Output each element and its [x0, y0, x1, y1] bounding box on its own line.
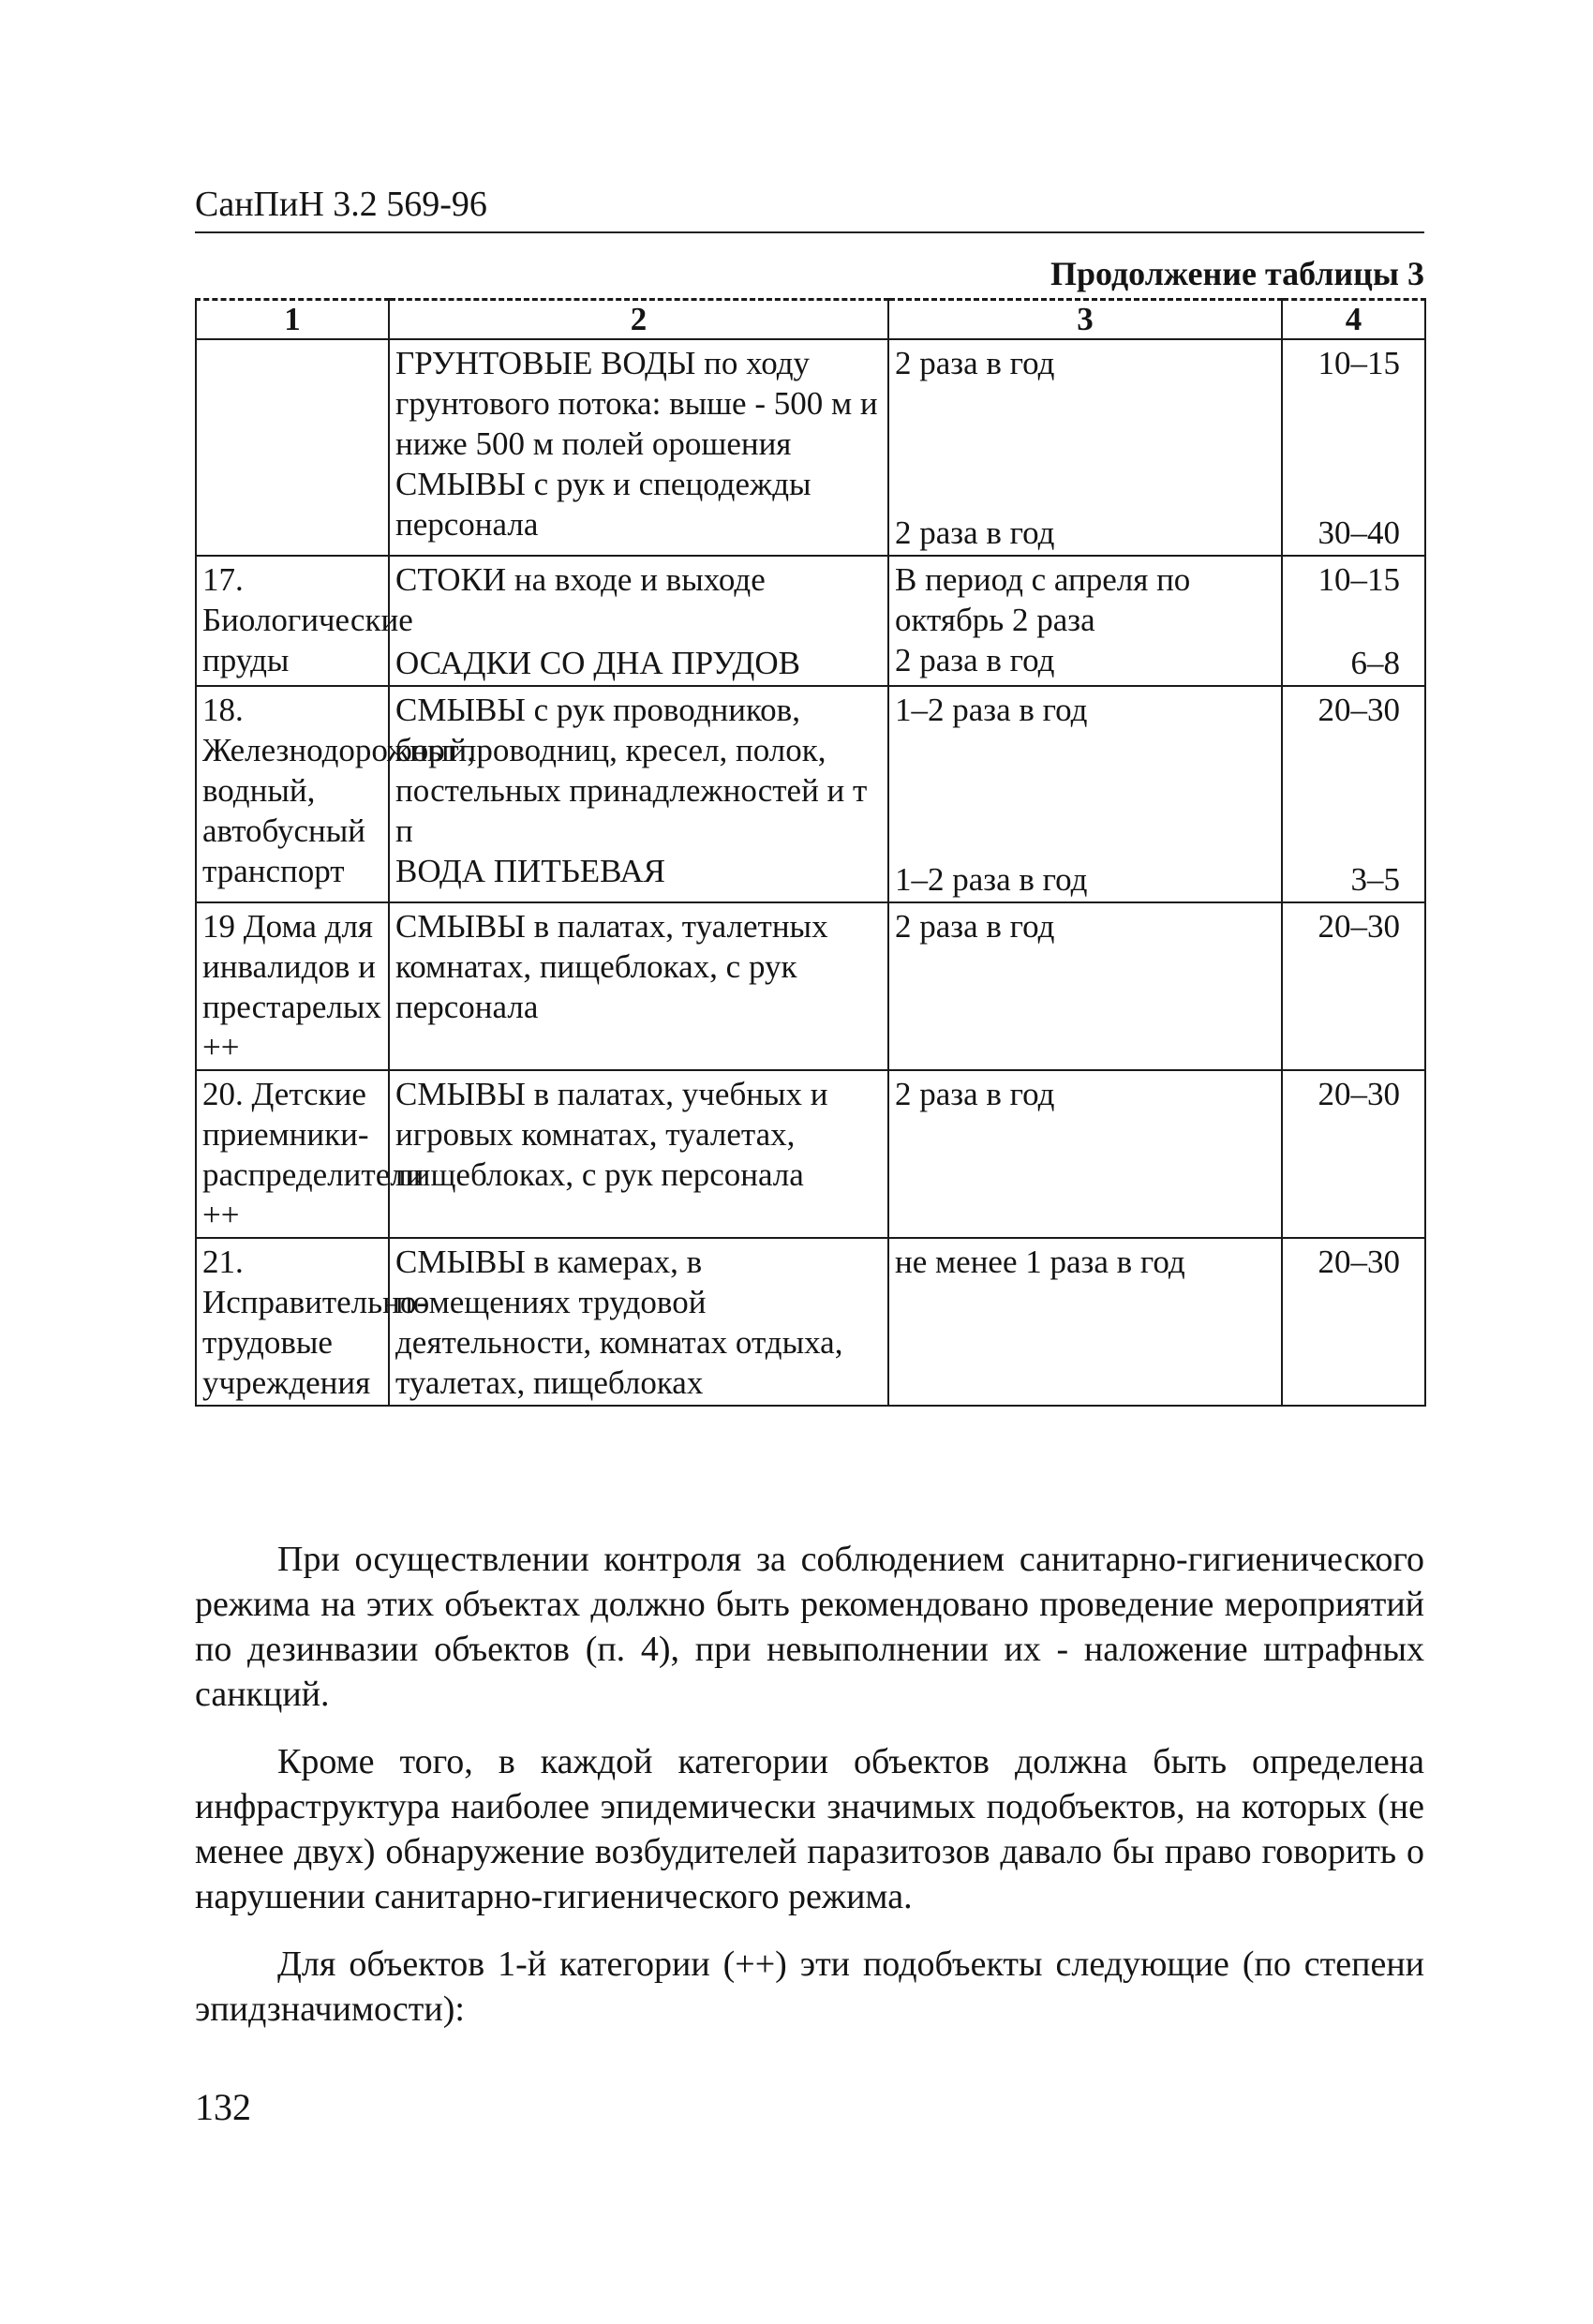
object-cell: 18. Железнодорожный, водный, автобусный транспорт	[196, 686, 389, 902]
object-cell: 19 Дома для инвалидов и престарелых ++	[196, 902, 389, 1070]
column-header-4: 4	[1282, 300, 1425, 340]
frequency-cell	[888, 556, 1282, 686]
samples-cell	[1282, 339, 1425, 556]
material-text: ОСАДКИ СО ДНА ПРУДОВ	[395, 645, 800, 681]
material-cell	[389, 339, 888, 556]
object-cell: 21. Исправительно-трудовые учреждения	[196, 1238, 389, 1406]
frequency-cell: не менее 1 раза в год	[888, 1238, 1282, 1406]
material-cell	[389, 686, 888, 902]
material-text: ВОДА ПИТЬЕВАЯ	[395, 853, 665, 889]
samples-text: 30–40	[1318, 514, 1400, 551]
frequency-cell: 2 раза в год	[888, 1070, 1282, 1238]
material-text: СТОКИ на входе и выходе	[395, 561, 766, 598]
material-cell: СМЫВЫ в палатах, учебных и игровых комнатах, туалетах, пищеблоках, с рук персонала	[389, 1070, 888, 1238]
object-cell: 17. Биологические пруды	[196, 556, 389, 686]
samples-cell: 20–30	[1282, 1070, 1425, 1238]
frequency-text: 2 раза в год	[895, 514, 1055, 551]
frequency-cell	[888, 686, 1282, 902]
frequency-text: 1–2 раза в год	[895, 861, 1088, 898]
table-header-row	[196, 300, 1425, 340]
doc-code: СанПиН 3.2 569-96	[195, 185, 487, 224]
table-row	[196, 339, 1425, 556]
body-text	[195, 1537, 1424, 2054]
table-caption: Продолжение таблицы 3	[1050, 255, 1424, 292]
material-cell: СМЫВЫ в камерах, в помещениях трудовой деятельности, комнатах отдыха, туалетах, пищеблоках	[389, 1238, 888, 1406]
frequency-text: 2 раза в год	[895, 642, 1055, 678]
frequency-text: 2 раза в год	[895, 345, 1055, 381]
material-text: СМЫВЫ с рук проводников, бортпроводниц, кресел, полок, постельных принадлежностей и т п	[395, 692, 868, 849]
document-header	[195, 183, 1424, 233]
samples-text: 6–8	[1350, 645, 1400, 681]
paragraph: При осуществлении контроля за соблюдением санитарно-гигиенического режима на этих объектах должно быть рекомендовано проведение мероприятий по дезинвазии объектов (п. 4), при невыполнении их - наложение штрафных санкций.	[195, 1540, 1424, 1714]
samples-text: 10–15	[1318, 561, 1400, 598]
paragraph: Для объектов 1-й категории (++) эти подобъекты следующие (по степени эпидзначимости):	[195, 1944, 1424, 2029]
samples-text: 20–30	[1318, 692, 1400, 728]
column-header-3: 3	[888, 300, 1282, 340]
column-header-1: 1	[196, 300, 389, 340]
paragraph: Кроме того, в каждой категории объектов должна быть определена инфраструктура наиболее эпидемически значимых подобъектов, на которых (не менее двух) обнаружение возбудителей паразитозов давало бы право говорить о нарушении санитарно-гигиенического режима.	[195, 1742, 1424, 1916]
data-table	[195, 298, 1426, 1407]
material-cell: СМЫВЫ в палатах, туалетных комнатах, пищеблоках, с рук персонала	[389, 902, 888, 1070]
frequency-text: В период с апреля по октябрь 2 раза	[895, 561, 1191, 638]
table-row	[196, 556, 1425, 686]
samples-cell: 20–30	[1282, 1238, 1425, 1406]
table-row	[196, 1238, 1425, 1406]
samples-text: 3–5	[1350, 861, 1400, 898]
material-cell	[389, 556, 888, 686]
samples-cell	[1282, 556, 1425, 686]
material-text: ГРУНТОВЫЕ ВОДЫ по ходу грунтового потока: выше - 500 м и ниже 500 м полей орошения	[395, 345, 878, 462]
object-cell	[196, 339, 389, 556]
material-text: СМЫВЫ с рук и спецодежды персонала	[395, 466, 811, 543]
frequency-text: 1–2 раза в год	[895, 692, 1088, 728]
table-row	[196, 902, 1425, 1070]
table-row	[196, 686, 1425, 902]
object-cell: 20. Детские приемники-распределители ++	[196, 1070, 389, 1238]
table-row	[196, 1070, 1425, 1238]
samples-text: 10–15	[1318, 345, 1400, 381]
samples-cell	[1282, 686, 1425, 902]
frequency-cell: 2 раза в год	[888, 902, 1282, 1070]
frequency-cell	[888, 339, 1282, 556]
column-header-2: 2	[389, 300, 888, 340]
page-number: 132	[195, 2086, 251, 2128]
samples-cell: 20–30	[1282, 902, 1425, 1070]
